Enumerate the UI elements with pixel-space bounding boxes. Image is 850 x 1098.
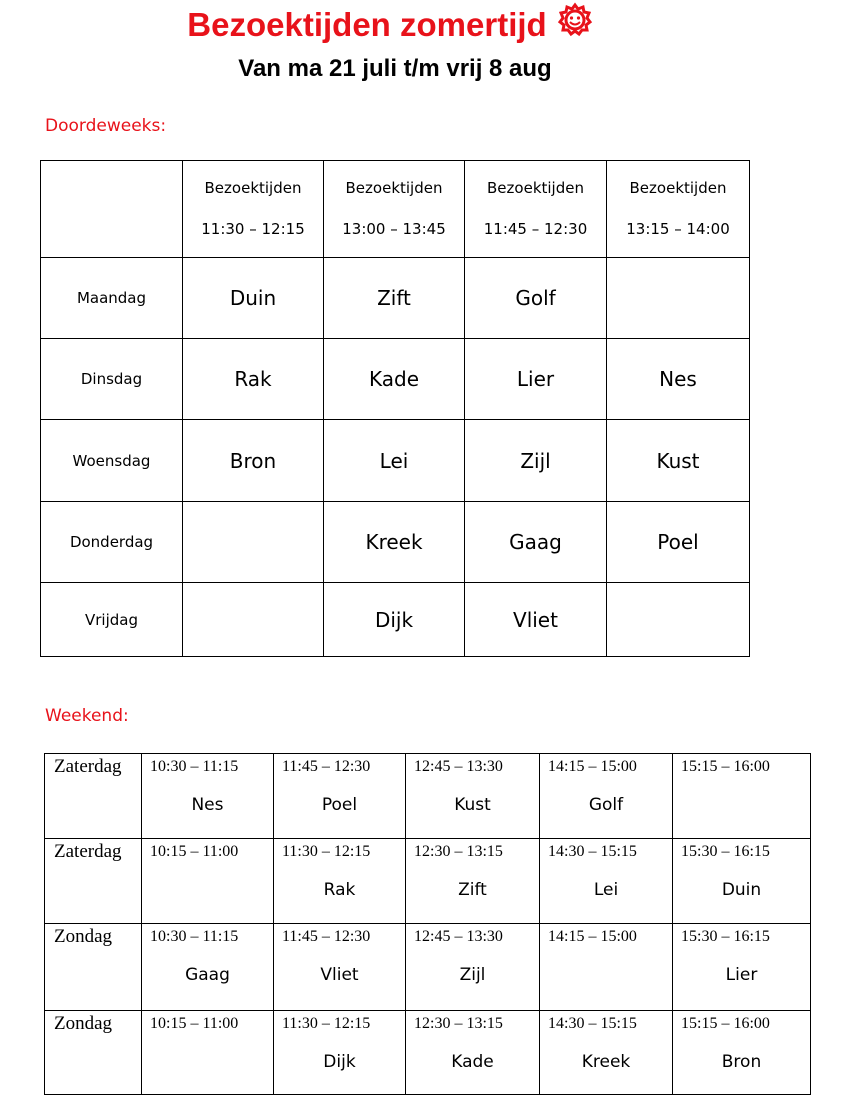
table-row <box>45 1011 811 1095</box>
slot-time: 13:00 – 13:45 <box>342 220 446 238</box>
day-cell: Dinsdag <box>41 339 183 420</box>
slot-name: Lier <box>725 965 758 985</box>
slot-name: Lei <box>593 880 619 900</box>
name-cell <box>183 502 324 583</box>
slot-cell <box>274 754 406 839</box>
smiley-icon <box>557 2 593 46</box>
slot-time: 14:30 – 15:15 <box>548 1015 637 1032</box>
slot-cell <box>406 924 540 1011</box>
table-row <box>41 420 750 502</box>
table-row <box>45 754 811 839</box>
slot-header-cell <box>607 161 750 258</box>
slot-name: Zift <box>458 880 487 900</box>
name-cell: Kust <box>607 420 750 502</box>
slot-name: Bron <box>721 1052 762 1072</box>
slot-time: 12:30 – 13:15 <box>414 843 503 860</box>
slot-time: 11:45 – 12:30 <box>282 758 371 775</box>
slot-cell <box>142 754 274 839</box>
weekdays-label: Doordeweeks: <box>45 116 167 136</box>
slot-header-label: Bezoektijden <box>204 179 302 197</box>
slot-cell <box>274 924 406 1011</box>
day-cell: Woensdag <box>41 420 183 502</box>
slot-header-label: Bezoektijden <box>487 179 584 197</box>
table-row <box>45 924 811 1011</box>
table-header-row <box>41 161 750 258</box>
slot-name: Kreek <box>581 1052 631 1072</box>
slot-cell <box>540 754 673 839</box>
weekend-label: Weekend: <box>45 706 129 726</box>
name-cell: Zijl <box>465 420 607 502</box>
slot-header-cell <box>183 161 324 258</box>
name-cell: Lier <box>465 339 607 420</box>
slot-name: Golf <box>588 795 624 815</box>
slot-cell <box>673 754 811 839</box>
slot-name: Duin <box>721 880 762 900</box>
slot-time: 15:30 – 16:15 <box>681 928 770 945</box>
slot-name: Zijl <box>459 965 486 985</box>
slot-cell <box>142 839 274 924</box>
name-cell: Rak <box>183 339 324 420</box>
slot-time: 12:45 – 13:30 <box>414 758 503 775</box>
slot-cell <box>406 839 540 924</box>
slot-name: Nes <box>191 795 224 815</box>
slot-cell <box>673 1011 811 1095</box>
slot-name: Vliet <box>320 965 359 985</box>
day-cell: Vrijdag <box>41 583 183 657</box>
name-cell: Duin <box>183 258 324 339</box>
weekend-schedule-table <box>44 753 811 1095</box>
name-cell: Vliet <box>465 583 607 657</box>
name-cell: Kreek <box>324 502 465 583</box>
title-text: Bezoektijden zomertijd <box>187 6 547 43</box>
page-subtitle: Van ma 21 juli t/m vrij 8 aug <box>238 55 552 82</box>
slot-cell <box>406 754 540 839</box>
slot-cell <box>673 839 811 924</box>
name-cell: Gaag <box>465 502 607 583</box>
slot-cell <box>274 1011 406 1095</box>
name-cell <box>183 583 324 657</box>
name-cell: Zift <box>324 258 465 339</box>
table-row <box>45 839 811 924</box>
slot-time: 11:30 – 12:15 <box>201 220 305 238</box>
name-cell <box>607 258 750 339</box>
slot-time: 12:30 – 13:15 <box>414 1015 503 1032</box>
day-cell: Zondag <box>45 924 142 1011</box>
slot-time: 14:15 – 15:00 <box>548 928 637 945</box>
slot-name: Kust <box>454 795 491 815</box>
slot-name: Gaag <box>185 965 230 985</box>
slot-cell <box>274 839 406 924</box>
name-cell <box>607 583 750 657</box>
day-cell: Zondag <box>45 1011 142 1095</box>
name-cell: Nes <box>607 339 750 420</box>
slot-time: 11:30 – 12:15 <box>282 843 371 860</box>
slot-header-cell <box>324 161 465 258</box>
table-row <box>41 583 750 657</box>
corner-cell <box>41 161 183 258</box>
slot-cell <box>142 1011 274 1095</box>
slot-time: 10:15 – 11:00 <box>150 1015 239 1032</box>
slot-cell <box>540 1011 673 1095</box>
slot-name: Poel <box>321 795 358 815</box>
name-cell: Dijk <box>324 583 465 657</box>
name-cell: Poel <box>607 502 750 583</box>
slot-time: 12:45 – 13:30 <box>414 928 503 945</box>
table-row <box>41 339 750 420</box>
name-cell: Lei <box>324 420 465 502</box>
slot-cell <box>673 924 811 1011</box>
slot-cell <box>142 924 274 1011</box>
slot-time: 10:30 – 11:15 <box>150 758 239 775</box>
weekday-schedule-table <box>40 160 750 657</box>
slot-time: 14:30 – 15:15 <box>548 843 637 860</box>
slot-time: 10:30 – 11:15 <box>150 928 239 945</box>
slot-time: 11:45 – 12:30 <box>282 928 371 945</box>
slot-name: Rak <box>323 880 356 900</box>
day-cell: Zaterdag <box>45 754 142 839</box>
slot-header-label: Bezoektijden <box>629 179 727 197</box>
slot-header-label: Bezoektijden <box>345 179 443 197</box>
slot-cell <box>540 924 673 1011</box>
day-cell: Donderdag <box>41 502 183 583</box>
name-cell: Bron <box>183 420 324 502</box>
day-cell: Zaterdag <box>45 839 142 924</box>
slot-cell <box>406 1011 540 1095</box>
slot-time: 11:45 – 12:30 <box>483 220 588 238</box>
table-row <box>41 258 750 339</box>
slot-time: 10:15 – 11:00 <box>150 843 239 860</box>
day-cell: Maandag <box>41 258 183 339</box>
slot-name: Dijk <box>323 1052 356 1072</box>
slot-time: 13:15 – 14:00 <box>626 220 730 238</box>
slot-name: Kade <box>451 1052 494 1072</box>
table-row <box>41 502 750 583</box>
slot-time: 15:30 – 16:15 <box>681 843 770 860</box>
name-cell: Golf <box>465 258 607 339</box>
slot-time: 11:30 – 12:15 <box>282 1015 371 1032</box>
slot-time: 15:15 – 16:00 <box>681 758 770 775</box>
page-title <box>0 6 780 46</box>
slot-header-cell <box>465 161 607 258</box>
name-cell: Kade <box>324 339 465 420</box>
slot-time: 14:15 – 15:00 <box>548 758 637 775</box>
slot-time: 15:15 – 16:00 <box>681 1015 770 1032</box>
slot-cell <box>540 839 673 924</box>
